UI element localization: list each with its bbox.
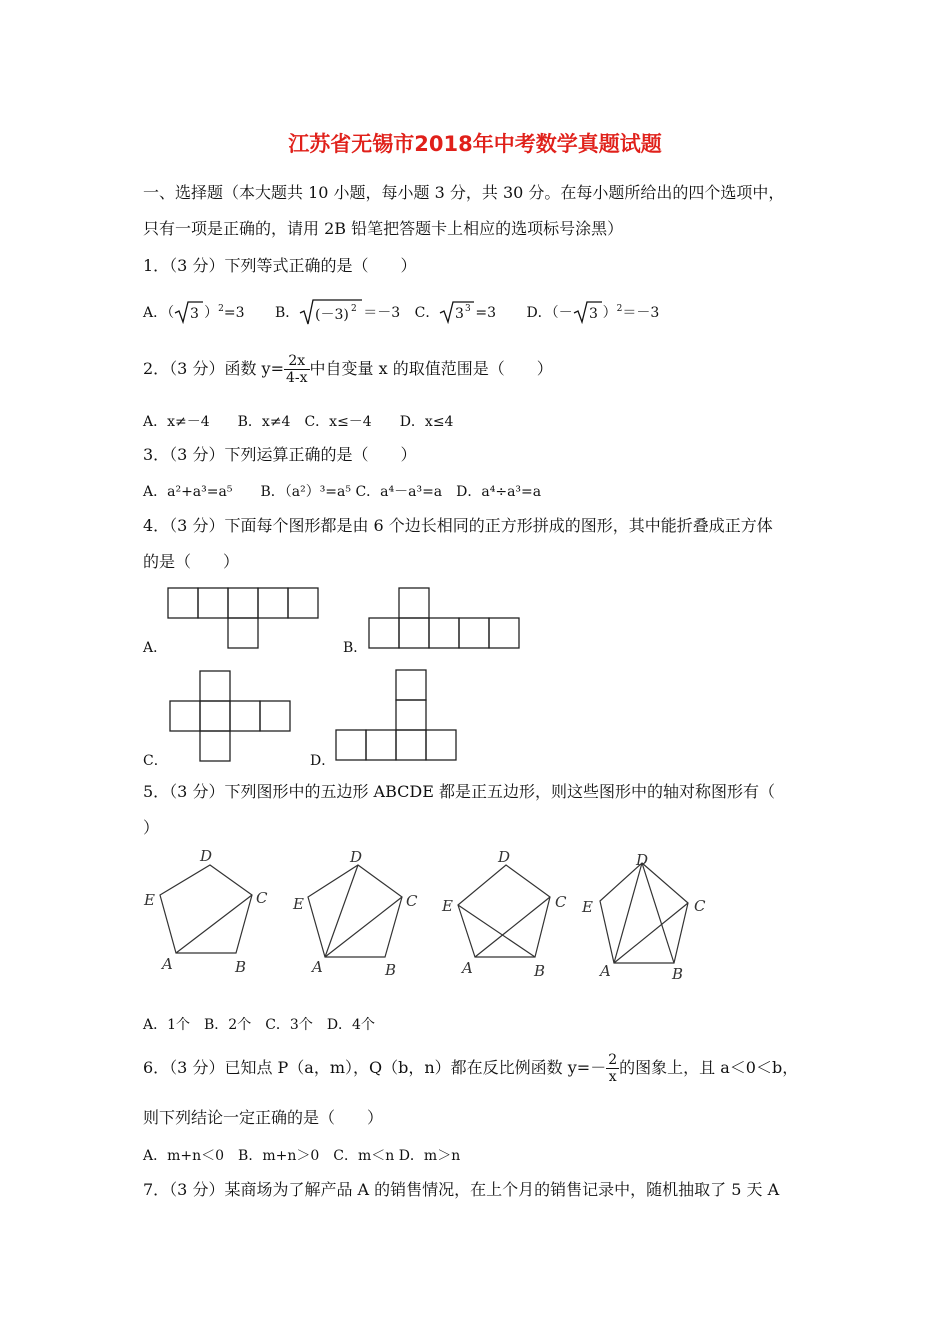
q3-options: A．a²+a³=a⁵ B．（a²）³=a⁵ C．a⁴－a³=a D．a⁴÷a³=a [143, 484, 542, 500]
svg-text:C: C [256, 889, 268, 907]
sqrt-icon [299, 298, 363, 326]
q2-stem: 2．（3 分）函数 y= $\frac{2x}{4-x}$ 中自变量 x 的取值范围是（ ） [143, 353, 553, 386]
q4-figure-d [333, 668, 463, 766]
q4-figure-c [165, 668, 295, 766]
q2-options: A．x≠－4 B．x≠4 C．x≤－4 D．x≤4 [143, 414, 454, 430]
svg-text:E: E [144, 891, 155, 909]
svg-text:2: 2 [351, 304, 357, 314]
svg-text:3: 3 [465, 304, 472, 314]
section-heading-line-2: 只有一项是正确的，请用 2B 铅笔把答题卡上相应的选项标号涂黑） [143, 219, 624, 238]
svg-text:A: A [462, 959, 473, 977]
sqrt-icon [174, 300, 204, 324]
q2-fraction: $\frac{2x}{4-x}$ [285, 353, 308, 386]
svg-text:C: C [406, 892, 418, 910]
section-heading-line-1: 一、选择题（本大题共 10 小题，每小题 3 分，共 30 分。在每小题所给出的四个选项中， [143, 183, 785, 202]
q1-options [143, 298, 659, 326]
q1-option-c: C． 3 3 =3 [415, 305, 501, 321]
q5-pentagon-1 [140, 845, 280, 980]
q4-figure-b [365, 584, 525, 650]
svg-text:D: D [636, 851, 649, 869]
svg-text:D: D [200, 847, 213, 865]
svg-text:C: C [694, 897, 706, 915]
q5-pentagon-4 [580, 845, 720, 980]
svg-text:D: D [350, 848, 363, 866]
q4-label-a: A． [143, 640, 168, 656]
svg-text:B: B [385, 961, 397, 979]
q4-figure-a [160, 584, 330, 650]
q5-pentagon-3 [440, 845, 580, 980]
svg-text:A: A [600, 962, 611, 980]
svg-text:B: B [672, 965, 684, 980]
q4-label-d: D． [310, 753, 336, 769]
svg-text:C: C [555, 893, 567, 911]
q4-stem-line-1: 4．（3 分）下面每个图形都是由 6 个边长相同的正方形拼成的图形，其中能折叠成正方体 [143, 516, 773, 535]
q1-stem: 1．（3 分）下列等式正确的是（ ） [143, 256, 417, 275]
q4-label-b: B． [343, 640, 368, 656]
q1-option-a: A．（ 3 ）$^2$=3 [143, 305, 249, 321]
q6-fraction: $\frac{2}{x}$ [608, 1052, 618, 1085]
svg-text:E: E [442, 897, 453, 915]
q5-options: A．1个 B．2个 C．3个 D．4个 [143, 1017, 375, 1033]
document-title: 江苏省无锡市2018年中考数学真题试题 [288, 132, 662, 156]
svg-text:3: 3 [455, 306, 465, 322]
q4-label-c: C． [143, 753, 168, 769]
svg-text:E: E [293, 895, 304, 913]
q3-stem: 3．（3 分）下列运算正确的是（ ） [143, 445, 417, 464]
svg-text:D: D [498, 848, 511, 866]
q6-stem-line-2: 则下列结论一定正确的是（ ） [143, 1108, 384, 1127]
svg-text:(－3): (－3) [315, 307, 350, 323]
q5-stem-line-2: ） [143, 818, 160, 837]
q5-stem-line-1: 5．（3 分）下列图形中的五边形 ABCDE 都是正五边形，则这些图形中的轴对称图形有（ [143, 782, 775, 801]
svg-text:B: B [235, 958, 247, 976]
q6-stem-line-1: 6．（3 分）已知点 P（a，m），Q（b，n）都在反比例函数 y=－ $\frac{2}{x}$ 的图象上，且 a＜0＜b， [143, 1052, 799, 1085]
svg-text:A: A [312, 958, 323, 976]
svg-text:3: 3 [588, 306, 598, 322]
q6-options: A．m+n＜0 B．m+n＞0 C．m＜n D．m＞n [143, 1148, 461, 1164]
sqrt-icon [439, 300, 475, 324]
q7-stem-line-1: 7．（3 分）某商场为了解产品 A 的销售情况，在上个月的销售记录中，随机抽取了 5 天 A [143, 1180, 780, 1199]
sqrt-icon [573, 300, 603, 324]
q1-option-b: B． (－3) 2 ＝－3 [275, 305, 405, 321]
svg-text:E: E [582, 898, 593, 916]
svg-text:3: 3 [190, 306, 200, 322]
svg-text:B: B [534, 962, 546, 980]
q5-pentagon-2 [290, 845, 430, 980]
q4-stem-line-2: 的是（ ） [143, 552, 240, 571]
svg-text:A: A [162, 955, 173, 973]
q1-option-d: D．（－ 3 ）$^2$＝－3 [526, 305, 659, 321]
